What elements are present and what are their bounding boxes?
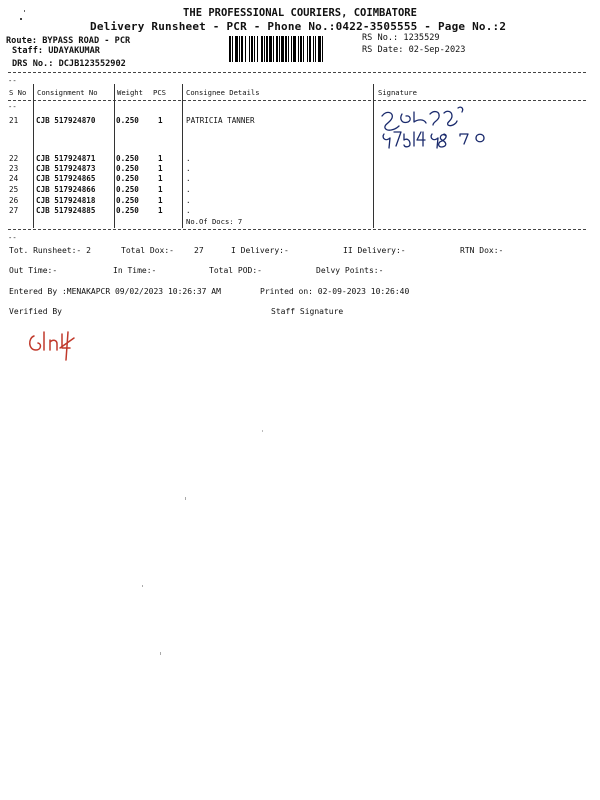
handwritten-signature <box>376 104 516 152</box>
i-delivery: I Delivery:- <box>231 246 289 255</box>
header-divider <box>8 100 586 101</box>
total-dox-label: Total Dox:- <box>121 246 174 255</box>
total-dox-value: 27 <box>194 246 204 255</box>
drs-number: DRS No.: DCJB123552902 <box>12 59 126 69</box>
cell-weight: 0.250 <box>116 196 139 205</box>
cell-consignee: PATRICIA TANNER <box>186 116 255 125</box>
dash-marker: -- <box>8 233 17 242</box>
cell-pcs: 1 <box>158 185 163 194</box>
total-runsheet: Tot. Runsheet:- 2 <box>9 246 91 255</box>
column-separator <box>114 84 115 228</box>
scan-speck <box>142 585 143 587</box>
cell-sno: 25 <box>9 185 19 194</box>
cell-weight: 0.250 <box>116 164 139 173</box>
cell-sno: 24 <box>9 174 19 183</box>
cell-pcs: 1 <box>158 154 163 163</box>
cell-sno: 26 <box>9 196 19 205</box>
cell-consignee: . <box>186 154 191 163</box>
barcode <box>229 36 357 62</box>
cell-consignee: . <box>186 196 191 205</box>
dash-marker: -- <box>8 76 17 85</box>
cell-weight: 0.250 <box>116 154 139 163</box>
cell-consignee: . <box>186 174 191 183</box>
cell-sno: 27 <box>9 206 19 215</box>
in-time: In Time:- <box>113 266 157 275</box>
scan-speck <box>185 497 186 500</box>
cell-consignment: CJB 517924873 <box>36 164 96 173</box>
cell-consignee: . <box>186 164 191 173</box>
cell-consignment: CJB 517924865 <box>36 174 96 183</box>
no-of-docs: No.Of Docs: 7 <box>186 217 243 226</box>
cell-weight: 0.250 <box>116 185 139 194</box>
cell-consignment: CJB 517924871 <box>36 154 96 163</box>
cell-sno: 21 <box>9 116 19 125</box>
out-time: Out Time:- <box>9 266 58 275</box>
column-separator <box>33 84 34 228</box>
route-label: Route: BYPASS ROAD - PCR <box>6 36 131 46</box>
divider <box>8 72 586 73</box>
scan-speck <box>20 18 22 20</box>
ii-delivery: II Delivery:- <box>343 246 406 255</box>
cell-consignee: . <box>186 206 191 215</box>
cell-weight: 0.250 <box>116 116 139 125</box>
scan-speck <box>24 10 25 12</box>
cell-sno: 23 <box>9 164 19 173</box>
divider <box>8 229 586 230</box>
cell-consignment: CJB 517924818 <box>36 196 96 205</box>
verified-by: Verified By <box>9 307 62 316</box>
col-header-weight: Weight <box>117 88 143 97</box>
cell-sno: 22 <box>9 154 19 163</box>
total-pod: Total POD:- <box>209 266 262 275</box>
verifier-initials <box>24 326 84 366</box>
company-name: THE PROFESSIONAL COURIERS, COIMBATORE <box>183 7 417 19</box>
cell-weight: 0.250 <box>116 174 139 183</box>
entered-by: Entered By :MENAKAPCR 09/02/2023 10:26:37 AM <box>9 287 221 296</box>
col-header-pcs: PCS <box>153 88 166 97</box>
column-separator <box>182 84 183 228</box>
staff-label: Staff: UDAYAKUMAR <box>12 46 100 56</box>
cell-pcs: 1 <box>158 206 163 215</box>
signature-text <box>380 118 381 119</box>
cell-weight: 0.250 <box>116 206 139 215</box>
cell-pcs: 1 <box>158 196 163 205</box>
scan-speck <box>160 652 161 655</box>
signature-phone <box>380 120 381 121</box>
cell-pcs: 1 <box>158 174 163 183</box>
rs-date: RS Date: 02-Sep-2023 <box>362 45 466 55</box>
scan-speck <box>262 430 263 432</box>
cell-consignment: CJB 517924885 <box>36 206 96 215</box>
cell-pcs: 1 <box>158 116 163 125</box>
col-header-consignment: Consignment No <box>37 88 98 97</box>
dash-marker: -- <box>8 102 17 111</box>
col-header-sno: S No <box>9 88 27 97</box>
staff-signature-label: Staff Signature <box>271 307 344 316</box>
printed-on: Printed on: 02-09-2023 10:26:40 <box>260 287 410 296</box>
column-separator <box>373 84 374 228</box>
barcode-bar <box>323 36 325 62</box>
delvy-points: Delvy Points:- <box>316 266 384 275</box>
rtn-dox: RTN Dox:- <box>460 246 504 255</box>
rs-number: RS No.: 1235529 <box>362 33 440 43</box>
cell-pcs: 1 <box>158 164 163 173</box>
cell-consignment: CJB 517924866 <box>36 185 96 194</box>
col-header-signature: Signature <box>378 88 417 97</box>
runsheet-title: Delivery Runsheet - PCR - Phone No.:0422-3505555 - Page No.:2 <box>90 20 507 33</box>
cell-consignee: . <box>186 185 191 194</box>
col-header-consignee: Consignee Details <box>186 88 260 97</box>
cell-consignment: CJB 517924870 <box>36 116 96 125</box>
